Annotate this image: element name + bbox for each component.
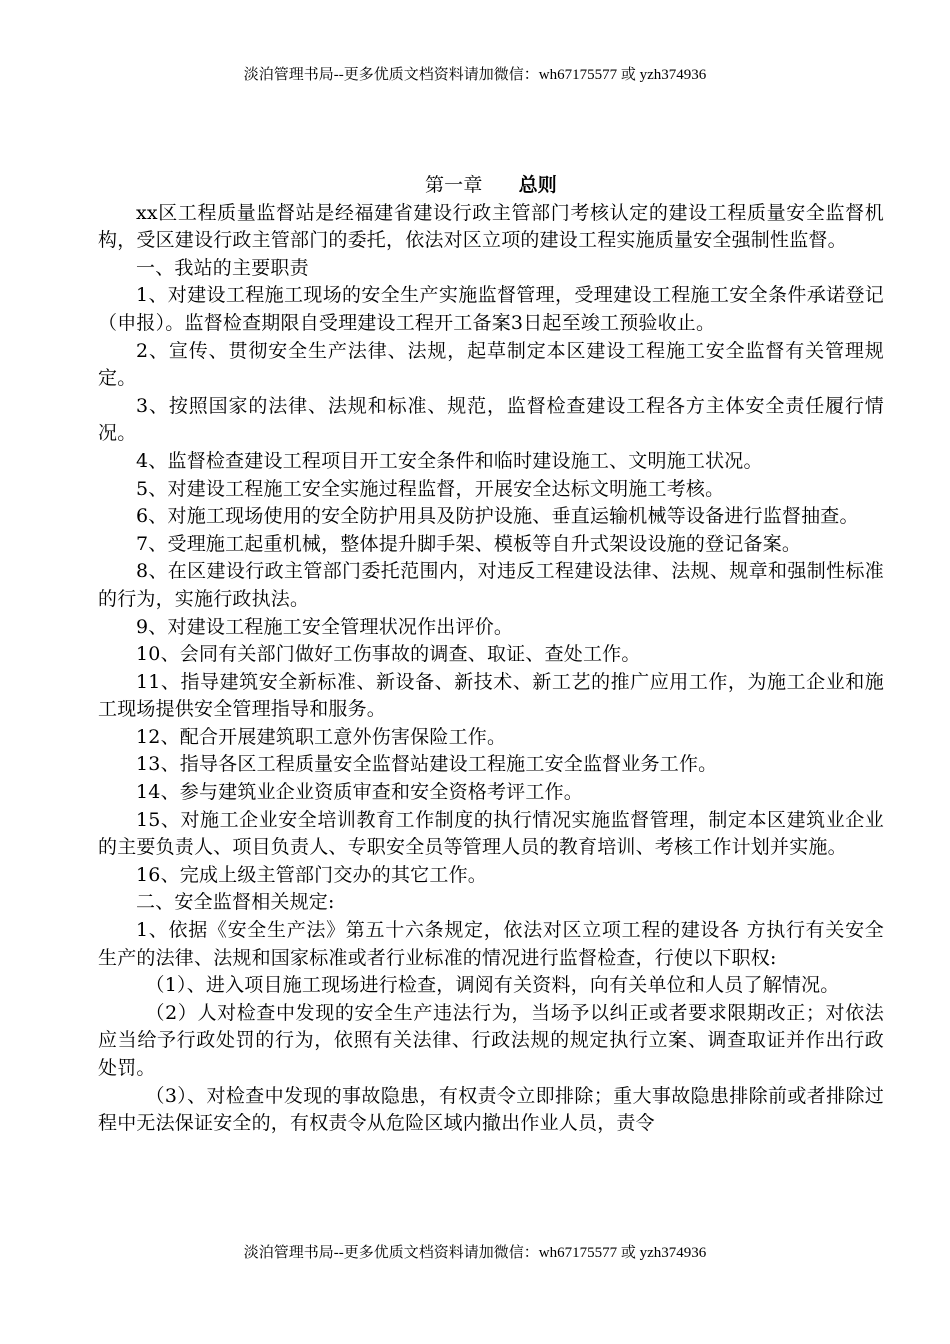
document-body [98,172,884,1138]
duty-item: 1、对建设工程施工现场的安全生产实施监督管理，受理建设工程施工安全条件承诺登记（申报）。监督检查期限自受理建设工程开工备案3日起至竣工预验收止。 [98,284,884,334]
duty-item: 14、参与建筑业企业资质审查和安全资格考评工作。 [136,781,583,804]
duty-item: 6、对施工现场使用的安全防护用具及防护设施、垂直运输机械等设备进行监督抽查。 [136,505,859,528]
duty-item: 3、按照国家的法律、法规和标准、规范，监督检查建设工程各方主体安全责任履行情况。 [98,394,884,445]
duty-item: 8、在区建设行政主管部门委托范围内，对违反工程建设法律、法规、规章和强制性标准的行为，实施行政执法。 [98,560,884,610]
duty-item: 7、受理施工起重机械，整体提升脚手架、模板等自升式架设设施的登记备案。 [136,532,802,555]
duty-item: 2、宣传、贯彻安全生产法律、法规，起草制定本区建设工程施工安全监督有关管理规定。 [98,339,884,390]
regulation-item: 1、依据《安全生产法》第五十六条规定，依法对区立项工程的建设各 方执行有关安全生产的法律、法规和国家标准或者行业标准的情况进行监督检查，行使以下职权: [98,919,884,969]
duty-item: 13、指导各区工程质量安全监督站建设工程施工安全监督业务工作。 [136,753,718,776]
duty-item: 9、对建设工程施工安全管理状况作出评价。 [136,615,514,638]
regulation-subitem: （3）、对检查中发现的事故隐患，有权责令立即排除；重大事故隐患排除前或者排除过程中无法保证安全的，有权责令从危险区域内撤出作业人员，责令 [98,1084,884,1135]
regulation-subitem: （2）人对检查中发现的安全生产违法行为，当场予以纠正或者要求限期改正；对依法应当给予行政处罚的行为，依照有关法律、行政法规的规定执行立案、调查取证并作出行政处罚。 [98,1001,884,1079]
section-heading-duties: 一、我站的主要职责 [136,256,309,279]
duty-item: 4、监督检查建设工程项目开工安全条件和临时建设施工、文明施工状况。 [136,449,763,472]
page-header: 淡泊管理书局--更多优质文档资料请加微信：wh67175577 或 yzh374936 [243,67,707,83]
duty-item: 11、指导建筑安全新标准、新设备、新技术、新工艺的推广应用工作，为施工企业和施工现场提供安全管理指导和服务。 [98,670,884,721]
chapter-title [98,172,884,200]
duty-item: 15、对施工企业安全培训教育工作制度的执行情况实施监督管理，制定本区建筑业企业的主要负责人、项目负责人、专职安全员等管理人员的教育培训、考核工作计划并实施。 [98,808,884,859]
duty-item: 16、完成上级主管部门交办的其它工作。 [136,863,487,886]
page-footer: 淡泊管理书局--更多优质文档资料请加微信：wh67175577 或 yzh374936 [243,1245,707,1261]
chapter-number: 第一章 [424,174,483,196]
chapter-name: 总则 [518,174,557,196]
regulation-subitem: （1）、进入项目施工现场进行检查，调阅有关资料，向有关单位和人员了解情况。 [145,974,840,997]
section-heading-regulations: 二、安全监督相关规定: [136,891,335,914]
duty-item: 5、对建设工程施工安全实施过程监督，开展安全达标文明施工考核。 [136,477,725,500]
intro-paragraph: xx区工程质量监督站是经福建省建设行政主管部门考核认定的建设工程质量安全监督机构，受区建设行政主管部门的委托，依法对区立项的建设工程实施质量安全强制性监督。 [98,201,884,252]
duty-item: 12、配合开展建筑职工意外伤害保险工作。 [136,725,507,748]
duty-item: 10、会同有关部门做好工伤事故的调查、取证、查处工作。 [136,643,641,666]
